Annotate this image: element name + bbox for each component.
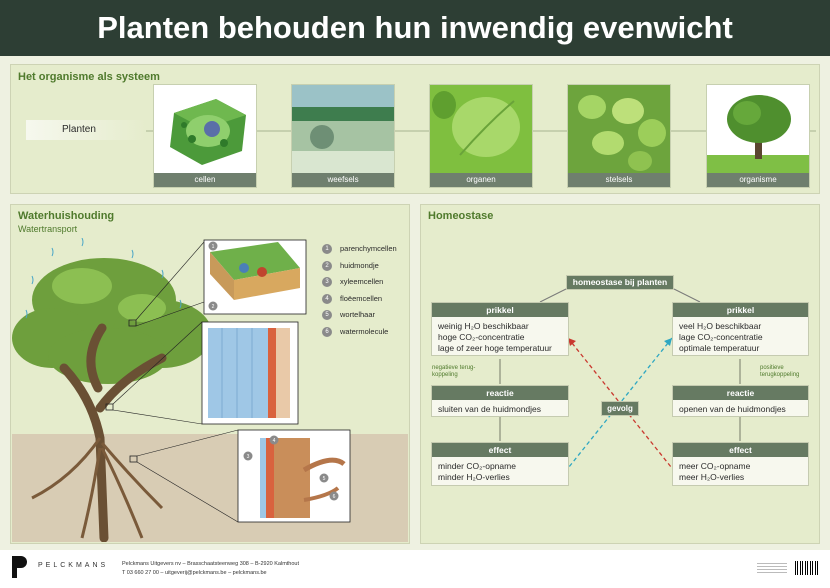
leaf-illustration (430, 85, 533, 175)
tissue-illustration (292, 85, 395, 175)
branch-illustration (568, 85, 671, 175)
left-prikkel-box: prikkel weinig H₂O beschikbaar hoge CO₂-concentratie lage of zeer hoge temperatuur (431, 302, 569, 356)
svg-text:3: 3 (246, 454, 250, 460)
right-prikkel-box: prikkel veel H₂O beschikbaar lage CO₂-concentratie optimale temperatuur (672, 302, 809, 356)
legend-item: 2 huidmondje (322, 258, 397, 275)
barcode-icon (795, 561, 819, 575)
svg-text:6: 6 (332, 494, 336, 500)
right-effect-box: effect meer CO₂-opname meer H₂O-verlies (672, 442, 809, 486)
thumb-organisme (706, 84, 810, 188)
legend-item: 1 parenchymcellen (322, 241, 397, 258)
homeostase-center: homeostase bij planten (566, 275, 674, 290)
thumb-organen (429, 84, 533, 188)
legend-item: 4 floëemcellen (322, 291, 397, 308)
svg-text:4: 4 (272, 438, 276, 444)
right-reactie-box: reactie openen van de huidmondjes (672, 385, 809, 417)
page-title: Planten behouden hun inwendig evenwicht (0, 0, 830, 56)
pelckmans-logo-icon (12, 556, 28, 578)
organism-title: Het organisme als systeem (18, 71, 160, 83)
svg-text:1: 1 (211, 244, 215, 250)
svg-text:5: 5 (322, 476, 326, 482)
caption-organen: organen (430, 173, 532, 187)
left-note: negatieve terug-koppeling (432, 365, 476, 378)
caption-organisme: organisme (707, 173, 809, 187)
publisher-address: Pelckmans Uitgevers nv – Brasschaatsteenweg 308 – B-2920 Kalmthout T 03 660 27 00 – uitgeverij@pelckmans.be – pelckmans.be (122, 561, 300, 576)
cell-illustration (154, 85, 257, 175)
thumb-cellen (153, 84, 257, 188)
left-reactie-box: reactie sluiten van de huidmondjes (431, 385, 569, 417)
legend-item: 5 wortelhaar (322, 307, 397, 324)
water-subtitle: Watertransport (18, 224, 78, 234)
gevolg-label: gevolg (601, 401, 639, 416)
thumb-stelsels (567, 84, 671, 188)
caption-weefsels: weefsels (292, 173, 394, 187)
planten-label: Planten (26, 120, 146, 140)
homeostase-title: Homeostase (428, 210, 494, 222)
right-note: positieve terugkoppeling (760, 365, 800, 378)
water-title: Waterhuishouding (18, 210, 115, 222)
legend-item: 6 watermolecule (322, 324, 397, 341)
left-effect-box: effect minder CO₂-opname minder H₂O-verlies (431, 442, 569, 486)
thumb-weefsels (291, 84, 395, 188)
water-legend (322, 241, 397, 340)
caption-cellen: cellen (154, 173, 256, 187)
tree-photo-illustration (707, 85, 810, 175)
caption-stelsels: stelsels (568, 173, 670, 187)
fine-print (757, 563, 787, 575)
svg-text:2: 2 (211, 304, 215, 310)
legend-item: 3 xyleemcellen (322, 274, 397, 291)
brand-name: PELCKMANS (38, 562, 109, 569)
